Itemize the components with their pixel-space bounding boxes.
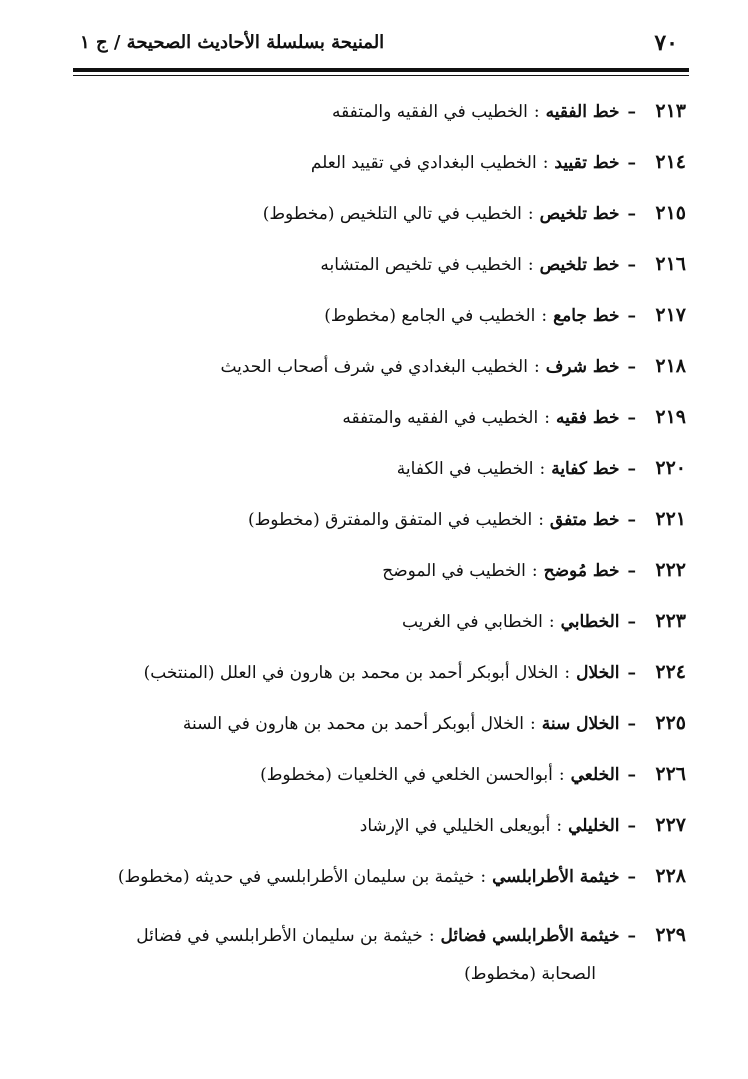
- entry-abbreviation: خط الفقيه: [545, 102, 620, 122]
- entry-description: الخطيب في المتفق والمفترق (مخطوط): [247, 510, 533, 530]
- entry-dash: –: [627, 926, 636, 946]
- entry-abbreviation: الخطابي: [560, 612, 620, 632]
- list-item: [66, 763, 686, 814]
- entry-separator: :: [558, 765, 565, 785]
- entry-abbreviation: الخلال سنة: [541, 714, 620, 734]
- list-item: [66, 814, 686, 865]
- entry-number: ٢٢٦: [655, 763, 686, 785]
- entry-number: ٢٢٥: [655, 712, 686, 734]
- entry-number: ٢١٣: [655, 100, 686, 122]
- list-item: [66, 865, 686, 916]
- entry-number: ٢٢٩: [655, 924, 686, 946]
- entry-number: ٢٢٤: [655, 661, 686, 683]
- entry-number: ٢١٧: [655, 304, 686, 326]
- entry-dash: –: [627, 663, 636, 683]
- entry-abbreviation: خط تلخيص: [539, 204, 620, 224]
- entry-dash: –: [627, 357, 636, 377]
- list-item-last: [66, 916, 686, 993]
- list-item: [66, 406, 686, 457]
- list-item: [66, 457, 686, 508]
- entry-description: الخطيب في الموضح: [382, 561, 526, 581]
- entry-dash: –: [627, 561, 636, 581]
- entry-number: ٢٢١: [655, 508, 686, 530]
- list-item: [66, 202, 686, 253]
- entry-dash: –: [627, 816, 636, 836]
- entry-abbreviation: خط شرف: [545, 357, 620, 377]
- list-item: [66, 559, 686, 610]
- entry-separator: :: [428, 926, 435, 946]
- entry-description: الخلال أبوبكر أحمد بن محمد بن هارون في السنة: [182, 714, 524, 734]
- entry-dash: –: [627, 714, 636, 734]
- entry-separator: :: [480, 867, 487, 887]
- list-item: [66, 355, 686, 406]
- entry-description: أبويعلى الخليلي في الإرشاد: [359, 816, 551, 836]
- entry-separator: :: [544, 408, 550, 428]
- entry-separator: :: [564, 663, 571, 683]
- entry-number: ٢١٤: [655, 151, 686, 173]
- entry-separator: :: [538, 510, 544, 530]
- entry-dash: –: [627, 408, 636, 428]
- entry-description: خيثمة بن سليمان الأطرابلسي في فضائل: [136, 926, 423, 946]
- list-item: [66, 100, 686, 151]
- entry-abbreviation: خط تلخيص: [539, 255, 620, 275]
- entry-separator: :: [539, 459, 546, 479]
- entry-dash: –: [627, 459, 636, 479]
- entry-separator: :: [556, 816, 563, 836]
- entry-dash: –: [627, 867, 636, 887]
- header-rule-thick: [73, 68, 689, 72]
- list-item: [66, 661, 686, 712]
- entry-separator: :: [533, 102, 540, 122]
- entry-description: خيثمة بن سليمان الأطرابلسي في حديثه (مخطوط): [117, 867, 475, 887]
- entry-separator: :: [527, 255, 534, 275]
- entry-abbreviation: الخلال: [576, 663, 620, 683]
- entry-dash: –: [627, 306, 636, 326]
- entry-dash: –: [627, 255, 636, 275]
- entry-description: الخطيب في الفقيه والمتفقه: [342, 408, 539, 428]
- list-item: [66, 304, 686, 355]
- entry-abbreviation: خط جامع: [553, 306, 620, 326]
- entry-number: ٢٢٨: [655, 865, 686, 887]
- entry-abbreviation: خيثمة الأطرابلسي: [492, 867, 620, 887]
- list-item: [66, 508, 686, 559]
- entry-separator: :: [533, 357, 540, 377]
- entry-description: الخطيب البغدادي في شرف أصحاب الحديث: [220, 357, 528, 377]
- entry-continuation: الصحابة (مخطوط): [464, 964, 596, 984]
- entry-number: ٢٢٣: [655, 610, 686, 632]
- entry-separator: :: [548, 612, 555, 632]
- entry-description: الخطيب في الفقيه والمتفقه: [331, 102, 528, 122]
- entry-abbreviation: خط متفق: [549, 510, 620, 530]
- entry-number: ٢١٥: [655, 202, 686, 224]
- abbreviation-list: [66, 100, 686, 993]
- entry-separator: :: [529, 714, 536, 734]
- entry-dash: –: [627, 102, 636, 122]
- running-title: المنيحة بسلسلة الأحاديث الصحيحة / ج ١: [80, 32, 385, 53]
- entry-abbreviation: خط مُوضح: [543, 561, 620, 581]
- entry-separator: :: [527, 204, 534, 224]
- entry-description: أبوالحسن الخلعي في الخلعيات (مخطوط): [260, 765, 553, 785]
- entry-description: الخطابي في الغريب: [401, 612, 543, 632]
- entry-number: ٢٢٢: [655, 559, 686, 581]
- entry-separator: :: [531, 561, 538, 581]
- entry-dash: –: [627, 153, 636, 173]
- entry-number: ٢١٨: [655, 355, 686, 377]
- entry-dash: –: [627, 204, 636, 224]
- entry-dash: –: [627, 765, 636, 785]
- entry-abbreviation: الخليلي: [568, 816, 620, 836]
- entry-abbreviation: خيثمة الأطرابلسي فضائل: [440, 926, 620, 946]
- entry-abbreviation: الخلعي: [570, 765, 620, 785]
- entry-number: ٢١٦: [655, 253, 686, 275]
- entry-separator: :: [541, 306, 548, 326]
- page-header: [80, 30, 678, 64]
- entry-description: الخطيب في تالي التلخيص (مخطوط): [262, 204, 522, 224]
- list-item: [66, 151, 686, 202]
- entry-description: الخطيب في الكفاية: [396, 459, 534, 479]
- list-item: [66, 712, 686, 763]
- list-item: [66, 610, 686, 661]
- entry-number: ٢٢٧: [655, 814, 686, 836]
- page-number: ٧٠: [654, 30, 678, 56]
- entry-separator: :: [542, 153, 549, 173]
- header-rule-thin: [73, 75, 689, 76]
- entry-abbreviation: خط فقيه: [555, 408, 620, 428]
- entry-description: الخطيب في الجامع (مخطوط): [324, 306, 536, 326]
- entry-number: ٢١٩: [655, 406, 686, 428]
- entry-abbreviation: خط تقييد: [554, 153, 620, 173]
- entry-number: ٢٢٠: [655, 457, 686, 479]
- entry-description: الخطيب في تلخيص المتشابه: [320, 255, 522, 275]
- entry-abbreviation: خط كفاية: [551, 459, 620, 479]
- entry-description: الخطيب البغدادي في تقييد العلم: [310, 153, 537, 173]
- entry-description: الخلال أبوبكر أحمد بن محمد بن هارون في العلل (المنتخب): [143, 663, 559, 683]
- entry-dash: –: [627, 612, 636, 632]
- entry-dash: –: [627, 510, 636, 530]
- list-item: [66, 253, 686, 304]
